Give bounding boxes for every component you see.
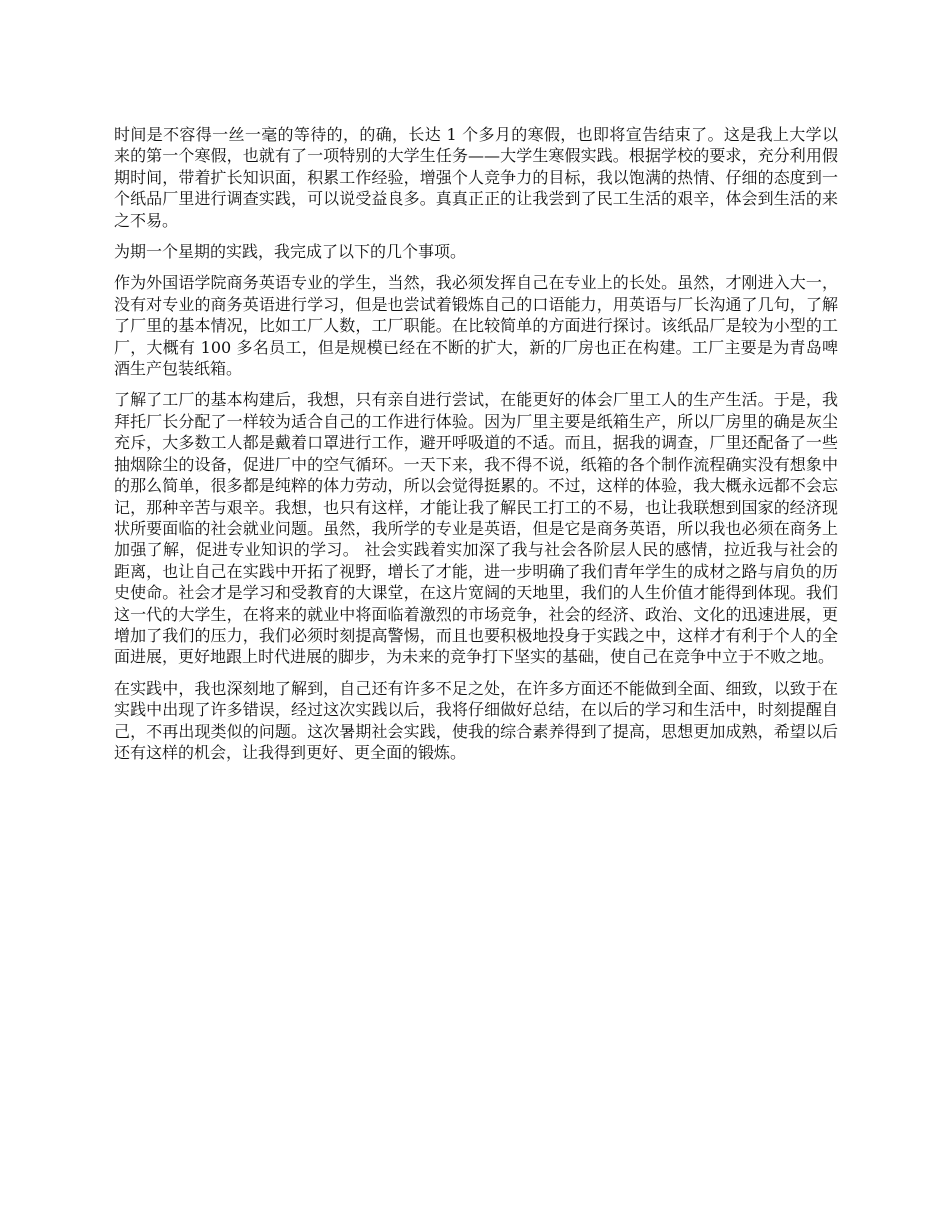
paragraph-summary: 为期一个星期的实践，我完成了以下的几个事项。	[114, 242, 467, 262]
paragraph-intro: 时间是不容得一丝一毫的等待的，的确，长达 1 个多月的寒假，也即将宣告结束了。这是我上大学以来的第一个寒假，也就有了一项特别的大学生任务——大学生寒假实践。根据学校的要求，充分利用假期时间，带着扩长知识面，积累工作经验，增强个人竞争力的目标，我以饱满的热情、仔细的态度到一个纸品厂里进行调查实践，可以说受益良多。真真正正的让我尝到了民工生活的艰辛，体会到生活的来之不易。	[114, 125, 838, 230]
document-page	[114, 124, 838, 773]
paragraph-factory-experience: 了解了工厂的基本构建后，我想，只有亲自进行尝试，在能更好的体会厂里工人的生产生活。于是，我拜托厂长分配了一样较为适合自己的工作进行体验。因为厂里主要是纸箱生产，所以厂房里的确是灰尘充斥，大多数工人都是戴着口罩进行工作，避开呼吸道的不适。而且，据我的调查，厂里还配备了一些抽烟除尘的设备，促进厂中的空气循环。一天下来，我不得不说，纸箱的各个制作流程确实没有想象中的那么简单，很多都是纯粹的体力劳动，所以会觉得挺累的。不过，这样的体验，我大概永远都不会忘记，那种辛苦与艰辛。我想，也只有这样，才能让我了解民工打工的不易，也让我联想到国家的经济现状所要面临的社会就业问题。虽然，我所学的专业是英语，但是它是商务英语，所以我也必须在商务上加强了解，促进专业知识的学习。 社会实践着实加深了我与社会各阶层人民的感情，拉近我与社会的距离，也让自己在实践中开拓了视野，增长了才能，进一步明确了我们青年学生的成材之路与肩负的历史使命。社会才是学习和受教育的大课堂，在这片宽阔的天地里，我们的人生价值才能得到体现。我们这一代的大学生，在将来的就业中将面临着激烈的市场竞争，社会的经济、政治、文化的迅速进展，更增加了我们的压力，我们必须时刻提高警惕，而且也要积极地投身于实践之中，这样才有利于个人的全面进展，更好地跟上时代进展的脚步，为未来的竞争打下坚实的基础，使自己在竞争中立于不败之地。	[114, 390, 838, 667]
paragraph-english-practice: 作为外国语学院商务英语专业的学生，当然，我必须发挥自己在专业上的长处。虽然，才刚进入大一，没有对专业的商务英语进行学习，但是也尝试着锻炼自己的口语能力，用英语与厂长沟通了几句，了解了厂里的基本情况，比如工厂人数，工厂职能。在比较简单的方面进行探讨。该纸品厂是较为小型的工厂，大概有 100 多名员工，但是规模已经在不断的扩大，新的厂房也正在构建。工厂主要是为青岛啤酒生产包装纸箱。	[114, 273, 838, 379]
paragraph-conclusion: 在实践中，我也深刻地了解到，自己还有许多不足之处，在许多方面还不能做到全面、细致，以致于在实践中出现了许多错误，经过这次实践以后，我将仔细做好总结，在以后的学习和生活中，时刻提醒自己，不再出现类似的问题。这次暑期社会实践，使我的综合素养得到了提高，思想更加成熟，希望以后还有这样的机会，让我得到更好、更全面的锻炼。	[114, 678, 838, 762]
